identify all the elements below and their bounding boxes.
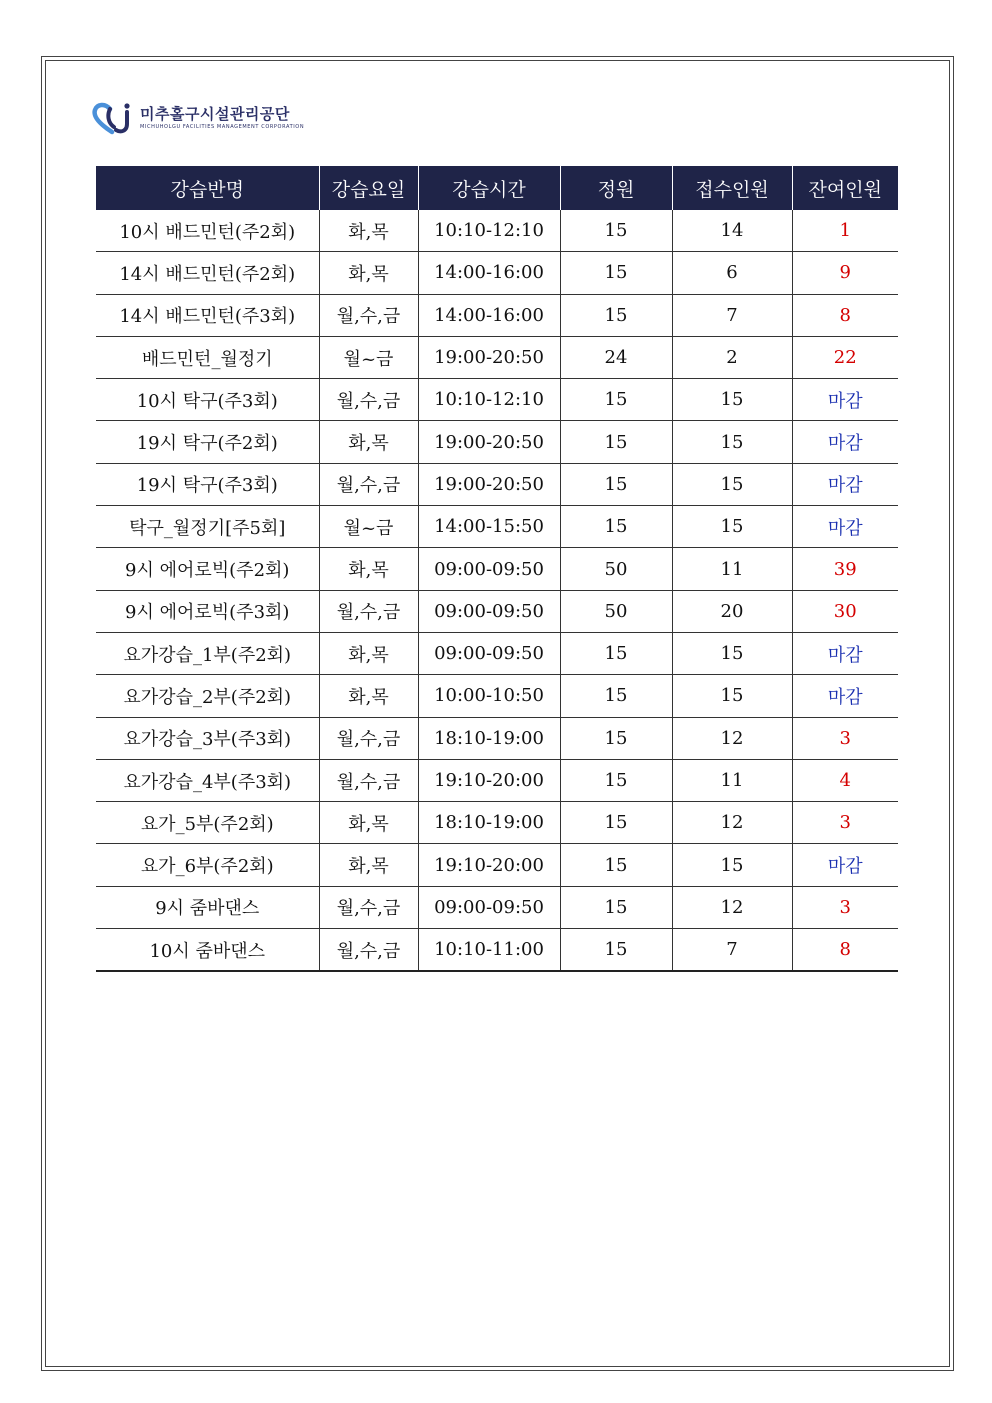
- cell-class-name: 요가_5부(주2회): [96, 802, 319, 844]
- header-time: 강습시간: [418, 166, 560, 210]
- cell-capacity: 15: [560, 717, 672, 759]
- cell-registered: 14: [672, 210, 792, 252]
- cell-time: 19:00-20:50: [418, 336, 560, 378]
- cell-time: 09:00-09:50: [418, 886, 560, 928]
- table-header: [96, 166, 898, 210]
- cell-registered: 11: [672, 548, 792, 590]
- cell-capacity: 15: [560, 759, 672, 801]
- cell-registered: 2: [672, 336, 792, 378]
- class-schedule-table: [96, 166, 898, 972]
- table-row: [96, 506, 898, 548]
- cell-class-name: 요가강습_2부(주2회): [96, 675, 319, 717]
- cell-remaining: 마감: [792, 844, 898, 886]
- table-row: [96, 844, 898, 886]
- cell-registered: 15: [672, 632, 792, 674]
- cell-class-name: 19시 탁구(주3회): [96, 463, 319, 505]
- cell-class-name: 배드민턴_월정기: [96, 336, 319, 378]
- cell-registered: 12: [672, 717, 792, 759]
- cell-time: 10:10-12:10: [418, 379, 560, 421]
- header-capacity: 정원: [560, 166, 672, 210]
- cell-capacity: 50: [560, 590, 672, 632]
- cell-remaining: 39: [792, 548, 898, 590]
- cell-registered: 15: [672, 675, 792, 717]
- cell-remaining: 8: [792, 929, 898, 972]
- cell-days: 화,목: [319, 252, 418, 294]
- cell-capacity: 15: [560, 632, 672, 674]
- cell-remaining: 마감: [792, 421, 898, 463]
- cell-days: 월~금: [319, 506, 418, 548]
- cell-remaining: 22: [792, 336, 898, 378]
- cell-days: 월,수,금: [319, 717, 418, 759]
- cell-capacity: 15: [560, 421, 672, 463]
- cell-capacity: 15: [560, 294, 672, 336]
- cell-remaining: 3: [792, 717, 898, 759]
- cell-remaining: 마감: [792, 463, 898, 505]
- cell-time: 09:00-09:50: [418, 590, 560, 632]
- cell-remaining: 3: [792, 802, 898, 844]
- cell-capacity: 15: [560, 844, 672, 886]
- cell-class-name: 요가강습_3부(주3회): [96, 717, 319, 759]
- cell-days: 화,목: [319, 802, 418, 844]
- cell-class-name: 탁구_월정기[주5회]: [96, 506, 319, 548]
- cell-time: 18:10-19:00: [418, 802, 560, 844]
- table-row: [96, 929, 898, 972]
- cell-days: 화,목: [319, 632, 418, 674]
- cell-registered: 20: [672, 590, 792, 632]
- cell-days: 월,수,금: [319, 590, 418, 632]
- cell-registered: 7: [672, 294, 792, 336]
- cell-capacity: 15: [560, 802, 672, 844]
- cell-time: 09:00-09:50: [418, 548, 560, 590]
- cell-days: 월,수,금: [319, 929, 418, 972]
- logo-text: [140, 105, 304, 131]
- cell-capacity: 15: [560, 675, 672, 717]
- cell-remaining: 마감: [792, 675, 898, 717]
- header-class-name: 강습반명: [96, 166, 319, 210]
- cell-class-name: 9시 에어로빅(주2회): [96, 548, 319, 590]
- table-row: [96, 252, 898, 294]
- logo-name-english: MICHUHOLGU FACILITIES MANAGEMENT CORPORATION: [140, 124, 305, 130]
- table-row: [96, 336, 898, 378]
- cell-time: 18:10-19:00: [418, 717, 560, 759]
- cell-registered: 11: [672, 759, 792, 801]
- cell-days: 월,수,금: [319, 759, 418, 801]
- table-row: [96, 717, 898, 759]
- cell-registered: 12: [672, 802, 792, 844]
- cell-remaining: 30: [792, 590, 898, 632]
- table-body: [96, 210, 898, 971]
- table-row: [96, 802, 898, 844]
- cell-days: 월~금: [319, 336, 418, 378]
- table-row: [96, 294, 898, 336]
- cell-class-name: 19시 탁구(주2회): [96, 421, 319, 463]
- cell-remaining: 1: [792, 210, 898, 252]
- header-remaining: 잔여인원: [792, 166, 898, 210]
- cell-remaining: 9: [792, 252, 898, 294]
- cell-class-name: 10시 줌바댄스: [96, 929, 319, 972]
- cell-capacity: 15: [560, 252, 672, 294]
- cell-time: 10:10-11:00: [418, 929, 560, 972]
- cell-class-name: 10시 배드민턴(주2회): [96, 210, 319, 252]
- table-row: [96, 675, 898, 717]
- cell-class-name: 요가강습_1부(주2회): [96, 632, 319, 674]
- header-registered: 접수인원: [672, 166, 792, 210]
- cell-class-name: 요가_6부(주2회): [96, 844, 319, 886]
- header-days: 강습요일: [319, 166, 418, 210]
- cell-days: 화,목: [319, 421, 418, 463]
- cell-registered: 12: [672, 886, 792, 928]
- table-row: [96, 759, 898, 801]
- cell-days: 화,목: [319, 210, 418, 252]
- logo-heart-icon: [92, 101, 134, 135]
- cell-days: 월,수,금: [319, 886, 418, 928]
- cell-remaining: 8: [792, 294, 898, 336]
- table-row: [96, 548, 898, 590]
- cell-class-name: 14시 배드민턴(주2회): [96, 252, 319, 294]
- table-row: [96, 590, 898, 632]
- table-row: [96, 632, 898, 674]
- cell-registered: 15: [672, 379, 792, 421]
- cell-registered: 15: [672, 463, 792, 505]
- cell-days: 월,수,금: [319, 379, 418, 421]
- cell-class-name: 9시 에어로빅(주3회): [96, 590, 319, 632]
- cell-registered: 7: [672, 929, 792, 972]
- cell-days: 화,목: [319, 675, 418, 717]
- cell-capacity: 15: [560, 886, 672, 928]
- cell-registered: 6: [672, 252, 792, 294]
- table-row: [96, 886, 898, 928]
- table-row: [96, 379, 898, 421]
- cell-registered: 15: [672, 844, 792, 886]
- cell-time: 09:00-09:50: [418, 632, 560, 674]
- cell-capacity: 15: [560, 463, 672, 505]
- cell-remaining: 마감: [792, 506, 898, 548]
- logo-name-korean: 미추홀구시설관리공단: [140, 105, 290, 123]
- cell-time: 19:10-20:00: [418, 759, 560, 801]
- cell-capacity: 15: [560, 379, 672, 421]
- cell-remaining: 마감: [792, 379, 898, 421]
- header-row: [96, 166, 898, 210]
- table-row: [96, 210, 898, 252]
- cell-capacity: 24: [560, 336, 672, 378]
- cell-time: 14:00-16:00: [418, 252, 560, 294]
- cell-capacity: 15: [560, 929, 672, 972]
- cell-time: 19:00-20:50: [418, 463, 560, 505]
- cell-days: 화,목: [319, 844, 418, 886]
- cell-capacity: 15: [560, 506, 672, 548]
- cell-days: 화,목: [319, 548, 418, 590]
- corporation-logo: [92, 101, 304, 135]
- cell-capacity: 15: [560, 210, 672, 252]
- cell-time: 14:00-16:00: [418, 294, 560, 336]
- cell-class-name: 10시 탁구(주3회): [96, 379, 319, 421]
- table-row: [96, 463, 898, 505]
- cell-registered: 15: [672, 506, 792, 548]
- cell-time: 10:00-10:50: [418, 675, 560, 717]
- table-row: [96, 421, 898, 463]
- cell-class-name: 9시 줌바댄스: [96, 886, 319, 928]
- cell-remaining: 4: [792, 759, 898, 801]
- cell-days: 월,수,금: [319, 294, 418, 336]
- cell-class-name: 14시 배드민턴(주3회): [96, 294, 319, 336]
- cell-days: 월,수,금: [319, 463, 418, 505]
- cell-remaining: 3: [792, 886, 898, 928]
- cell-time: 14:00-15:50: [418, 506, 560, 548]
- cell-remaining: 마감: [792, 632, 898, 674]
- cell-class-name: 요가강습_4부(주3회): [96, 759, 319, 801]
- cell-time: 10:10-12:10: [418, 210, 560, 252]
- cell-time: 19:10-20:00: [418, 844, 560, 886]
- cell-time: 19:00-20:50: [418, 421, 560, 463]
- cell-registered: 15: [672, 421, 792, 463]
- cell-capacity: 50: [560, 548, 672, 590]
